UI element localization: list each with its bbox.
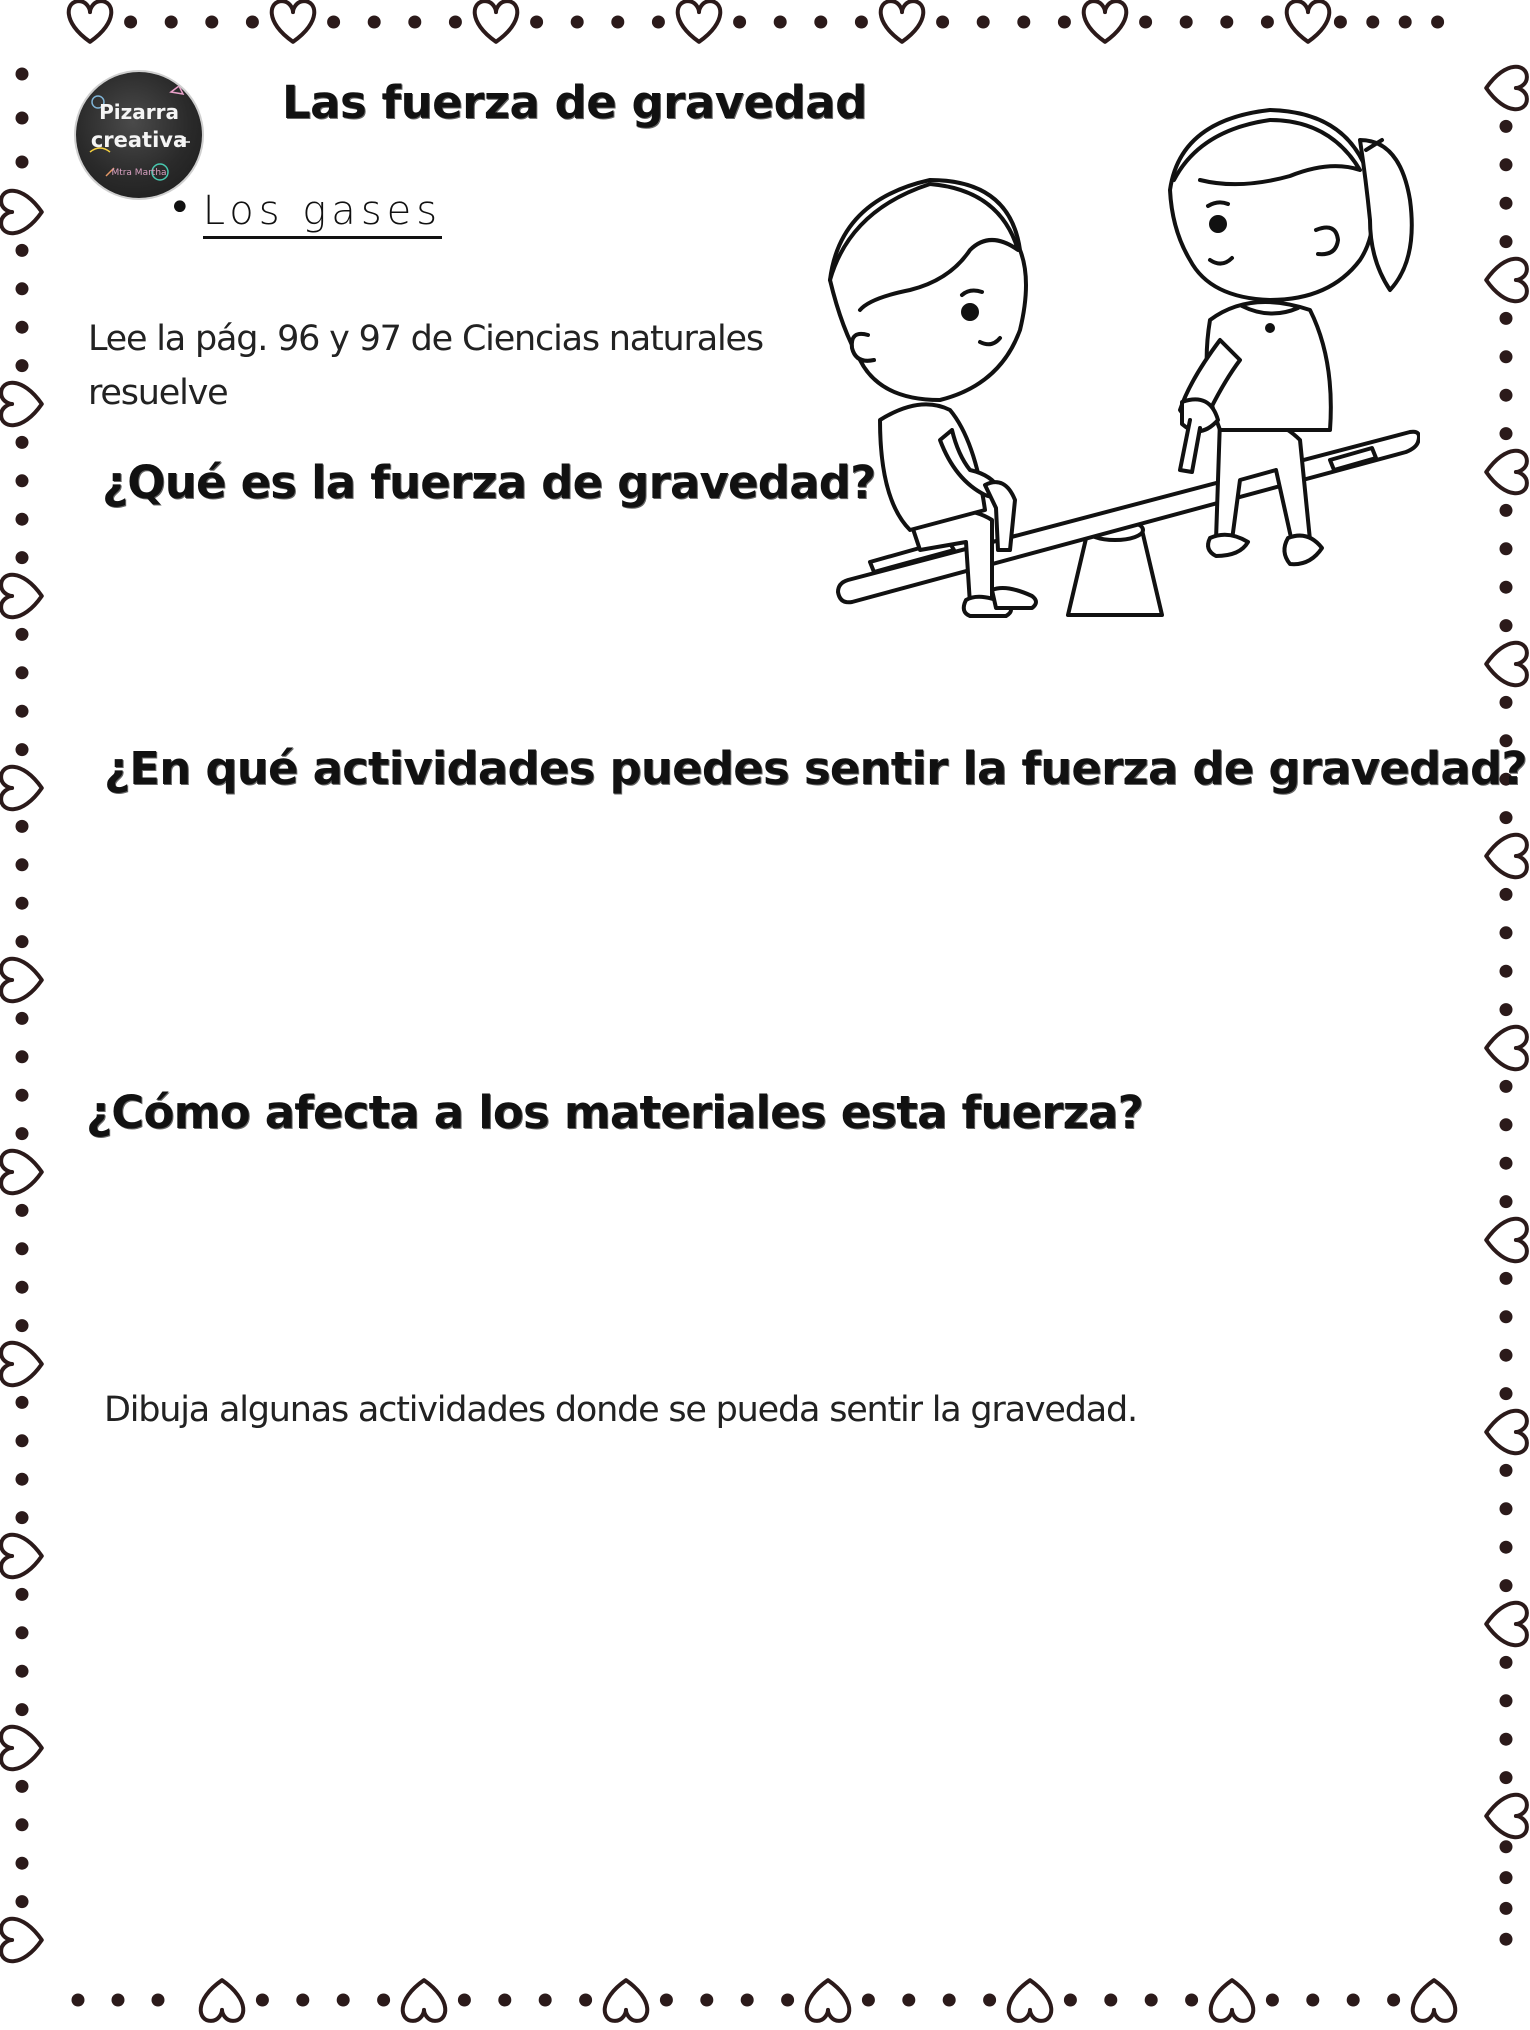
border-dot	[1500, 1771, 1513, 1784]
border-dot	[571, 16, 584, 29]
question-gravity-definition: ¿Qué es la fuerza de gravedad?	[102, 456, 876, 509]
border-dot	[246, 16, 259, 29]
page-title: Las fuerza de gravedad	[282, 76, 867, 129]
border-dot	[16, 1204, 29, 1217]
border-dot	[16, 858, 29, 871]
border-dot	[377, 1994, 390, 2007]
heart-icon	[1486, 451, 1527, 494]
border-dot	[1500, 1349, 1513, 1362]
border-dot	[16, 1050, 29, 1063]
border-dot	[16, 1857, 29, 1870]
border-dot	[1266, 1994, 1279, 2007]
border-dot	[1017, 16, 1030, 29]
heart-icon	[1, 1151, 42, 1194]
border-dot	[814, 16, 827, 29]
question-gravity-materials: ¿Cómo afecta a los materiales esta fuerza?	[86, 1086, 1143, 1139]
border-dot	[1500, 888, 1513, 901]
heart-icon	[1486, 1795, 1527, 1838]
border-dot	[327, 16, 340, 29]
border-dot	[1431, 16, 1444, 29]
border-dot	[1366, 16, 1379, 29]
border-dot	[16, 1511, 29, 1524]
border-dot	[337, 1994, 350, 2007]
heart-icon	[807, 1980, 850, 2021]
border-dot	[862, 1994, 875, 2007]
heart-icon	[881, 1, 924, 42]
border-dot	[1145, 1994, 1158, 2007]
border-dot	[458, 1994, 471, 2007]
border-dot	[1500, 1656, 1513, 1669]
logo-text-creativa: creativa	[90, 128, 188, 152]
border-dot	[16, 112, 29, 125]
topic-label: Los gases	[203, 188, 442, 239]
border-dot	[539, 1994, 552, 2007]
heart-icon	[1413, 1980, 1456, 2021]
heart-icon	[678, 1, 721, 42]
border-dot	[733, 16, 746, 29]
border-dot	[16, 1780, 29, 1793]
children-on-seesaw-illustration	[770, 80, 1420, 640]
heart-icon	[403, 1980, 446, 2021]
border-dot	[1064, 1994, 1077, 2007]
border-dot	[112, 1994, 125, 2007]
border-dot	[660, 1994, 673, 2007]
border-dot	[16, 359, 29, 372]
border-dot	[1500, 120, 1513, 133]
border-dot	[1500, 696, 1513, 709]
question-gravity-activities: ¿En qué actividades puedes sentir la fuerza de gravedad?	[104, 742, 1527, 795]
heart-icon	[1211, 1980, 1254, 2021]
draw-instruction: Dibuja algunas actividades donde se pueda sentir la gravedad.	[104, 1390, 1137, 1430]
instructions-line-2: resuelve	[88, 373, 228, 413]
border-dot	[16, 1089, 29, 1102]
border-dot	[16, 1012, 29, 1025]
border-dot	[1500, 926, 1513, 939]
border-dot	[1139, 16, 1152, 29]
pizarra-creativa-logo	[76, 72, 202, 198]
heart-icon	[1486, 1411, 1527, 1454]
heart-icon	[1, 383, 42, 426]
border-dot	[1500, 1310, 1513, 1323]
border-dot	[1500, 504, 1513, 517]
border-dot	[1387, 1994, 1400, 2007]
border-dot	[16, 1703, 29, 1716]
border-dot	[530, 16, 543, 29]
border-dot	[1500, 235, 1513, 248]
border-dot	[205, 16, 218, 29]
border-dot	[16, 1434, 29, 1447]
border-dot	[1500, 1502, 1513, 1515]
heart-icon	[1009, 1980, 1052, 2021]
heart-icon	[475, 1, 518, 42]
border-dot	[1500, 158, 1513, 171]
heart-icon	[1486, 1027, 1527, 1070]
border-dot	[16, 513, 29, 526]
border-dot	[16, 1665, 29, 1678]
border-dot	[16, 820, 29, 833]
logo-signature: Mtra Martha	[111, 168, 167, 178]
border-dot	[16, 705, 29, 718]
logo-text-pizarra: Pizarra	[99, 100, 179, 124]
border-dot	[936, 16, 949, 29]
heart-icon	[1, 1727, 42, 1770]
heart-icon	[1486, 835, 1527, 878]
border-dot	[1261, 16, 1274, 29]
border-dot	[16, 1473, 29, 1486]
heart-icon	[1, 1343, 42, 1386]
heart-icon	[1486, 643, 1527, 686]
border-dot	[1306, 1994, 1319, 2007]
border-dot	[1500, 1003, 1513, 1016]
border-dot	[855, 16, 868, 29]
topic-bullet	[168, 185, 443, 239]
border-dot	[700, 1994, 713, 2007]
heart-icon	[1, 767, 42, 810]
border-dot	[902, 1994, 915, 2007]
border-dot	[498, 1994, 511, 2007]
border-dot	[1500, 1541, 1513, 1554]
heart-icon	[1486, 1219, 1527, 1262]
border-dot	[16, 1281, 29, 1294]
border-dot	[1399, 16, 1412, 29]
border-dot	[16, 551, 29, 564]
border-dot	[1500, 389, 1513, 402]
seesaw-base	[1068, 530, 1162, 615]
border-dot	[16, 68, 29, 81]
border-dot	[16, 1396, 29, 1409]
border-dot	[1500, 312, 1513, 325]
border-dot	[774, 16, 787, 29]
border-dot	[16, 1626, 29, 1639]
border-dot	[1500, 1694, 1513, 1707]
border-dot	[1500, 1118, 1513, 1131]
border-dot	[1500, 1840, 1513, 1853]
border-dot	[652, 16, 665, 29]
border-dot	[16, 666, 29, 679]
border-dot	[943, 1994, 956, 2007]
border-dot	[16, 1818, 29, 1831]
heart-icon	[1486, 1603, 1527, 1646]
border-dot	[449, 16, 462, 29]
border-dot	[1500, 197, 1513, 210]
border-dot	[1180, 16, 1193, 29]
border-dot	[16, 897, 29, 910]
border-dot	[1185, 1994, 1198, 2007]
border-dot	[1058, 16, 1071, 29]
border-dot	[368, 16, 381, 29]
border-dot	[16, 628, 29, 641]
border-dot	[16, 244, 29, 257]
heart-icon	[1486, 259, 1527, 302]
border-dot	[1500, 581, 1513, 594]
border-dot	[1500, 1157, 1513, 1170]
bullet-icon: •	[168, 185, 192, 231]
border-dot	[1500, 1272, 1513, 1285]
border-dot	[16, 474, 29, 487]
border-dot	[1500, 1871, 1513, 1884]
border-dot	[16, 321, 29, 334]
border-dot	[124, 16, 137, 29]
border-dot	[16, 1127, 29, 1140]
heart-icon	[1084, 1, 1127, 42]
border-dot	[1500, 1733, 1513, 1746]
border-dot	[1220, 16, 1233, 29]
border-dot	[1500, 1195, 1513, 1208]
border-dot	[1347, 1994, 1360, 2007]
border-dot	[1500, 1080, 1513, 1093]
border-dot	[1500, 427, 1513, 440]
border-dot	[781, 1994, 794, 2007]
heart-icon	[1, 959, 42, 1002]
border-dot	[256, 1994, 269, 2007]
reading-instructions	[88, 312, 798, 420]
border-dot	[16, 1242, 29, 1255]
border-dot	[1500, 542, 1513, 555]
heart-icon	[272, 1, 315, 42]
border-dot	[16, 156, 29, 169]
border-dot	[1104, 1994, 1117, 2007]
border-dot	[16, 436, 29, 449]
border-dot	[1500, 1464, 1513, 1477]
border-dot	[579, 1994, 592, 2007]
border-dot	[1500, 811, 1513, 824]
heart-icon	[201, 1980, 244, 2021]
border-dot	[977, 16, 990, 29]
border-dot	[1334, 16, 1347, 29]
border-dot	[72, 1994, 85, 2007]
border-dot	[1500, 1902, 1513, 1915]
border-dot	[408, 16, 421, 29]
border-dot	[1500, 1387, 1513, 1400]
heart-icon	[69, 1, 112, 42]
border-dot	[741, 1994, 754, 2007]
border-dot	[16, 282, 29, 295]
border-dot	[611, 16, 624, 29]
border-dot	[1500, 965, 1513, 978]
border-dot	[16, 1319, 29, 1332]
instructions-line-1: Lee la pág. 96 y 97 de Ciencias naturales	[88, 319, 763, 359]
border-dot	[16, 1895, 29, 1908]
heart-icon	[1, 1919, 42, 1962]
border-dot	[296, 1994, 309, 2007]
border-dot	[152, 1994, 165, 2007]
heart-icon	[605, 1980, 648, 2021]
border-dot	[165, 16, 178, 29]
border-dot	[16, 935, 29, 948]
heart-icon	[1, 575, 42, 618]
heart-icon	[1287, 1, 1330, 42]
border-dot	[1500, 1579, 1513, 1592]
border-dot	[16, 1588, 29, 1601]
heart-icon	[1486, 67, 1527, 110]
border-dot	[1500, 350, 1513, 363]
border-dot	[1500, 619, 1513, 632]
heart-icon	[1, 1535, 42, 1578]
heart-icon	[1, 191, 42, 234]
border-dot	[16, 743, 29, 756]
border-dot	[1500, 1933, 1513, 1946]
border-dot	[983, 1994, 996, 2007]
